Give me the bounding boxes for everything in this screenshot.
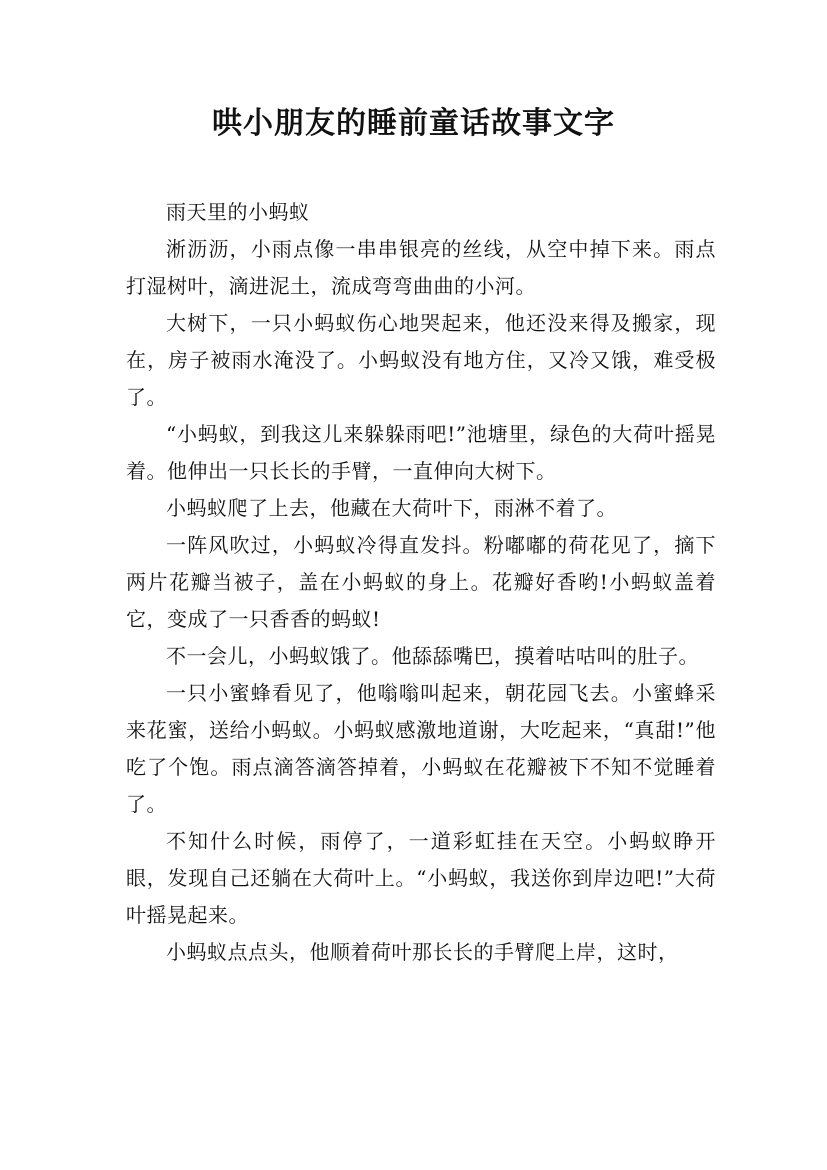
paragraph: 不知什么时候，雨停了，一道彩虹挂在天空。小蚂蚁睁开眼，发现自己还躺在大荷叶上。“小蚂蚁，我送你到岸边吧!”大荷叶摇晃起来。 <box>126 829 716 927</box>
paragraph: 淅沥沥，小雨点像一串串银亮的丝线，从空中掉下来。雨点打湿树叶，滴进泥土，流成弯弯曲曲的小河。 <box>126 237 716 298</box>
paragraph: 一阵风吹过，小蚂蚁冷得直发抖。粉嘟嘟的荷花见了，摘下两片花瓣当被子，盖在小蚂蚁的身上。花瓣好香哟!小蚂蚁盖着它，变成了一只香香的蚂蚁! <box>126 533 716 631</box>
paragraph: 小蚂蚁点点头，他顺着荷叶那长长的手臂爬上岸，这时， <box>166 940 679 964</box>
story-title: 雨天里的小蚂蚁 <box>166 200 310 224</box>
paragraph: 大树下，一只小蚂蚁伤心地哭起来，他还没来得及搬家，现在，房子被雨水淹没了。小蚂蚁没有地方住，又冷又饿，难受极了。 <box>126 311 716 409</box>
document-body <box>126 194 716 971</box>
paragraph: 小蚂蚁爬了上去，他藏在大荷叶下，雨淋不着了。 <box>166 496 617 520</box>
paragraph: 不一会儿，小蚂蚁饿了。他舔舔嘴巴，摸着咕咕叫的肚子。 <box>166 644 699 668</box>
paragraph: 一只小蜜蜂看见了，他嗡嗡叫起来，朝花园飞去。小蜜蜂采来花蜜，送给小蚂蚁。小蚂蚁感激地道谢，大吃起来，“真甜!”他吃了个饱。雨点滴答滴答掉着，小蚂蚁在花瓣被下不知不觉睡着了。 <box>126 681 716 816</box>
document-title: 哄小朋友的睡前童话故事文字 <box>212 106 615 141</box>
paragraph: “小蚂蚁，到我这儿来躲躲雨吧!”池塘里，绿色的大荷叶摇晃着。他伸出一只长长的手臂，一直伸向大树下。 <box>126 422 716 483</box>
